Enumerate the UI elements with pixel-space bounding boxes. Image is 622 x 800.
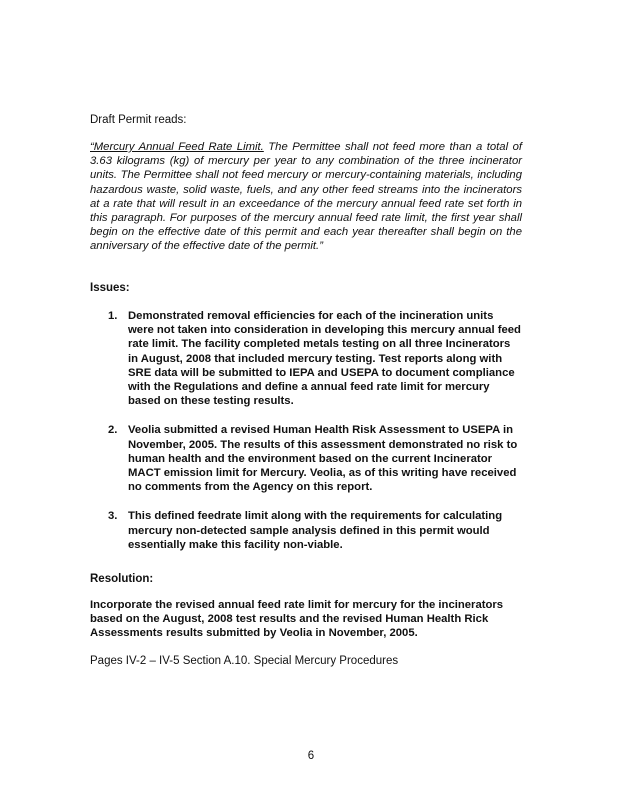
quote-body: The Permittee shall not feed more than a total of 3.63 kilograms (kg) of mercury per year to any combination of the three incinerator units. The Permittee shall not feed mercury or mercury-containing materials, including hazardous waste, solid waste, fuels, and any other feed streams into the incinerators at a rate that will result in an exceedance of the mercury annual feed rate set forth in this paragraph. For purposes of the mercury annual feed rate limit, the first year shall begin on the effective date of this permit and each year thereafter shall begin on the anniversary of the effective date of the permit.” — [90, 141, 522, 253]
list-item — [90, 509, 522, 552]
list-item-number: 2. — [108, 424, 118, 437]
quote-lead: “Mercury Annual Feed Rate Limit. — [90, 141, 264, 153]
list-item-text: Demonstrated removal efficiencies for each of the incineration units were not taken into consideration in developing this mercury annual feed rate limit. The facility completed metals testing on all three Incinerators in August, 2008 that included mercury testing. Test reports along with SRE data will be submitted to IEPA and USEPA to document compliance with the Regulations and define a annual feed rate limit for mercury based on these testing results. — [128, 310, 521, 408]
resolution-heading: Resolution: — [90, 573, 154, 585]
list-item — [90, 309, 522, 408]
page-number: 6 — [307, 750, 315, 762]
resolution-text: Incorporate the revised annual feed rate limit for mercury for the incinerators based on the August, 2008 test results and the revised Human Health Rick Assessments results submitted by Veolia in November, 2005. — [90, 599, 504, 640]
list-item-number: 1. — [108, 310, 118, 322]
permit-quote — [90, 140, 522, 254]
list-item-text: This defined feedrate limit along with the requirements for calculating mercury non-detected sample analysis defined in this permit would essentially make this facility non-viable. — [128, 510, 503, 551]
list-item — [90, 423, 522, 494]
list-item-number: 3. — [108, 510, 118, 523]
intro-line: Draft Permit reads: — [90, 114, 187, 126]
issues-list — [90, 309, 522, 567]
pages-reference: Pages IV-2 – IV-5 Section A.10. Special Mercury Procedures — [90, 655, 399, 667]
issues-heading: Issues: — [90, 282, 130, 294]
list-item-text: Veolia submitted a revised Human Health Risk Assessment to USEPA in November, 2005. The results of this assessment demonstrated no risk to human health and the environment based on the current Incinerator MACT emission limit for Mercury. Veolia, as of this writing have received no comments from the Agency on this report. — [128, 424, 518, 494]
